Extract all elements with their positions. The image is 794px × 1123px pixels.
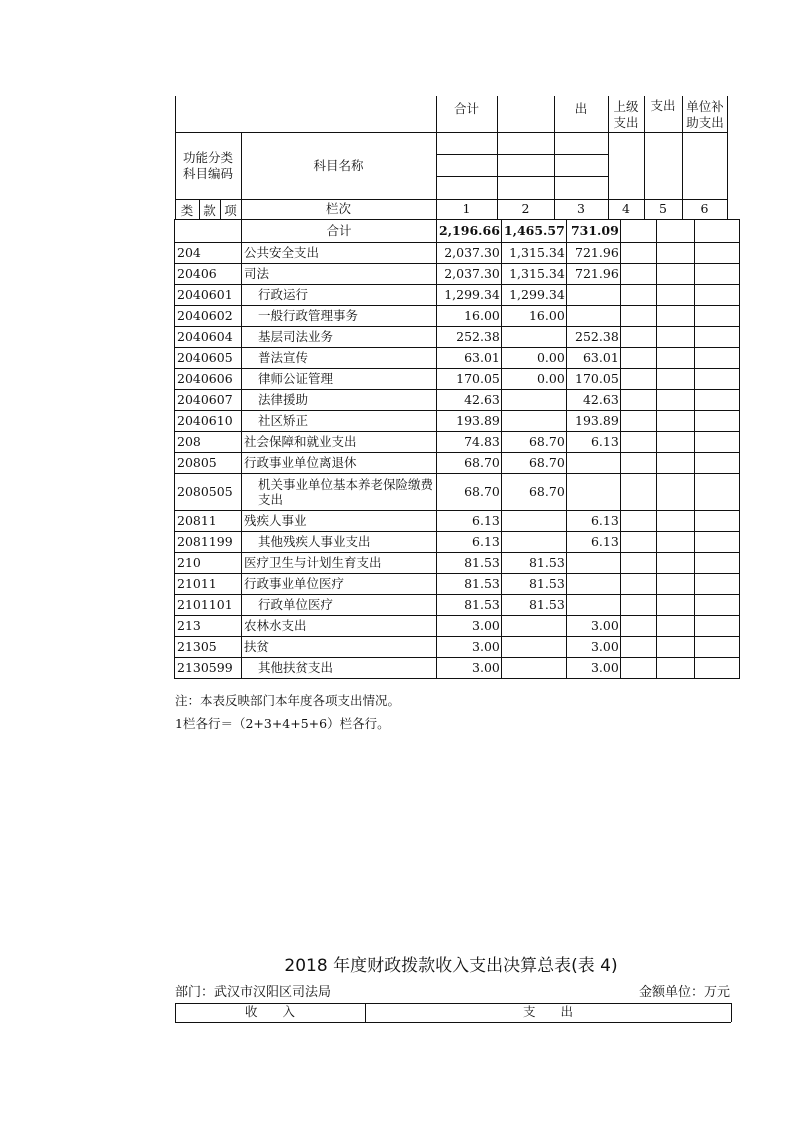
row-c3: 6.13 xyxy=(566,532,620,553)
total-c4 xyxy=(620,220,656,243)
col-num-5: 5 xyxy=(659,201,667,216)
row-c4 xyxy=(620,595,656,616)
row-c1: 2,037.30 xyxy=(437,243,502,264)
row-c6 xyxy=(694,532,739,553)
row-code: 2040607 xyxy=(175,390,242,411)
row-name: 农林水支出 xyxy=(242,616,437,637)
row-c1: 3.00 xyxy=(437,658,502,679)
row-code: 2040601 xyxy=(175,285,242,306)
row-c2 xyxy=(501,327,566,348)
row-c2: 1,315.34 xyxy=(501,243,566,264)
row-c1: 42.63 xyxy=(437,390,502,411)
row-c4 xyxy=(620,306,656,327)
row-c1: 170.05 xyxy=(437,369,502,390)
header-sub: 单位补助支出 xyxy=(686,99,724,130)
row-c5 xyxy=(656,658,694,679)
row-c5 xyxy=(656,348,694,369)
header-pay: 支出 xyxy=(650,98,676,113)
table-row xyxy=(175,348,740,369)
row-c5 xyxy=(656,532,694,553)
table-row xyxy=(175,616,740,637)
row-code: 2101101 xyxy=(175,595,242,616)
row-name: 社区矫正 xyxy=(242,411,437,432)
row-code: 20406 xyxy=(175,264,242,285)
row-c4 xyxy=(620,553,656,574)
row-c6 xyxy=(694,243,739,264)
col-num-3: 3 xyxy=(577,201,585,216)
expense-table xyxy=(174,219,740,679)
row-c3: 3.00 xyxy=(566,658,620,679)
row-c4 xyxy=(620,616,656,637)
total-code-cell xyxy=(175,220,242,243)
table-row xyxy=(175,306,740,327)
row-c2: 81.53 xyxy=(501,553,566,574)
row-c1: 1,299.34 xyxy=(437,285,502,306)
row-name: 基层司法业务 xyxy=(242,327,437,348)
total-c5 xyxy=(656,220,694,243)
row-name: 律师公证管理 xyxy=(242,369,437,390)
row-c2 xyxy=(501,390,566,411)
row-c2: 1,315.34 xyxy=(501,264,566,285)
row-c6 xyxy=(694,658,739,679)
row-name: 行政事业单位医疗 xyxy=(242,574,437,595)
row-c5 xyxy=(656,637,694,658)
header-func-code: 功能分类科目编码 xyxy=(182,150,233,181)
header-total: 合计 xyxy=(453,101,479,116)
row-c6 xyxy=(694,264,739,285)
table-row xyxy=(175,243,740,264)
row-name: 行政运行 xyxy=(242,285,437,306)
row-c6 xyxy=(694,595,739,616)
row-c2: 0.00 xyxy=(501,348,566,369)
row-c6 xyxy=(694,411,739,432)
row-name: 机关事业单位基本养老保险缴费支出 xyxy=(242,474,437,511)
row-c6 xyxy=(694,474,739,511)
row-name: 公共安全支出 xyxy=(242,243,437,264)
row-c6 xyxy=(694,553,739,574)
row-name: 其他残疾人事业支出 xyxy=(242,532,437,553)
row-c3: 6.13 xyxy=(566,432,620,453)
row-c2 xyxy=(501,411,566,432)
row-c6 xyxy=(694,432,739,453)
row-code: 213 xyxy=(175,616,242,637)
row-c4 xyxy=(620,637,656,658)
unit-label: 金额单位：万元 xyxy=(638,985,730,1000)
table-row xyxy=(175,574,740,595)
row-c3: 252.38 xyxy=(566,327,620,348)
next-table-title: 2018 年度财政拨款收入支出决算总表(表 4) xyxy=(284,956,618,976)
row-c6 xyxy=(694,616,739,637)
row-code: 2080505 xyxy=(175,474,242,511)
row-c4 xyxy=(620,474,656,511)
row-c4 xyxy=(620,453,656,474)
row-c3 xyxy=(566,595,620,616)
header-lanci: 栏次 xyxy=(325,201,351,216)
row-c4 xyxy=(620,285,656,306)
row-name: 司法 xyxy=(242,264,437,285)
row-c6 xyxy=(694,574,739,595)
row-c4 xyxy=(620,243,656,264)
row-code: 2040610 xyxy=(175,411,242,432)
row-name: 行政单位医疗 xyxy=(242,595,437,616)
row-c5 xyxy=(656,595,694,616)
note-1: 注：本表反映部门本年度各项支出情况。 xyxy=(175,693,401,708)
row-c5 xyxy=(656,411,694,432)
row-c1: 16.00 xyxy=(437,306,502,327)
row-c1: 81.53 xyxy=(437,553,502,574)
row-c2: 81.53 xyxy=(501,595,566,616)
row-c2 xyxy=(501,532,566,553)
row-c2: 0.00 xyxy=(501,369,566,390)
row-c1: 3.00 xyxy=(437,616,502,637)
row-c1: 3.00 xyxy=(437,637,502,658)
row-c1: 68.70 xyxy=(437,474,502,511)
row-c6 xyxy=(694,327,739,348)
row-c6 xyxy=(694,348,739,369)
note-2: 1栏各行＝（2+3+4+5+6）栏各行。 xyxy=(175,716,390,731)
row-c4 xyxy=(620,574,656,595)
row-code: 21305 xyxy=(175,637,242,658)
expense-header: 支 出 xyxy=(522,1004,573,1019)
row-c3 xyxy=(566,553,620,574)
row-c6 xyxy=(694,511,739,532)
total-row xyxy=(175,220,740,243)
table-row xyxy=(175,474,740,511)
row-name: 行政事业单位离退休 xyxy=(242,453,437,474)
row-c4 xyxy=(620,327,656,348)
table-row xyxy=(175,511,740,532)
row-c3: 170.05 xyxy=(566,369,620,390)
row-c5 xyxy=(656,616,694,637)
row-c3: 3.00 xyxy=(566,616,620,637)
table-row xyxy=(175,637,740,658)
row-c3: 721.96 xyxy=(566,264,620,285)
row-c4 xyxy=(620,348,656,369)
dept-label: 部门：武汉市汉阳区司法局 xyxy=(175,985,332,1000)
table-row xyxy=(175,532,740,553)
row-c1: 2,037.30 xyxy=(437,264,502,285)
row-c3: 193.89 xyxy=(566,411,620,432)
table-row xyxy=(175,595,740,616)
header-kuan: 款 xyxy=(203,203,216,218)
row-c3 xyxy=(566,574,620,595)
row-code: 20805 xyxy=(175,453,242,474)
table-row xyxy=(175,553,740,574)
row-c5 xyxy=(656,474,694,511)
row-c5 xyxy=(656,432,694,453)
row-c1: 81.53 xyxy=(437,574,502,595)
row-c6 xyxy=(694,285,739,306)
col-num-6: 6 xyxy=(700,201,709,216)
header-upper: 上级支出 xyxy=(613,99,639,130)
row-code: 21011 xyxy=(175,574,242,595)
row-c4 xyxy=(620,411,656,432)
row-c5 xyxy=(656,369,694,390)
row-c4 xyxy=(620,432,656,453)
table-row xyxy=(175,411,740,432)
row-c4 xyxy=(620,390,656,411)
row-c1: 74.83 xyxy=(437,432,502,453)
row-c4 xyxy=(620,511,656,532)
row-c1: 6.13 xyxy=(437,511,502,532)
row-c5 xyxy=(656,574,694,595)
row-code: 2081199 xyxy=(175,532,242,553)
row-c1: 252.38 xyxy=(437,327,502,348)
row-code: 2040606 xyxy=(175,369,242,390)
row-c2 xyxy=(501,658,566,679)
row-c4 xyxy=(620,532,656,553)
row-c2: 16.00 xyxy=(501,306,566,327)
col-num-2: 2 xyxy=(521,201,530,216)
row-c6 xyxy=(694,369,739,390)
row-c5 xyxy=(656,285,694,306)
income-header: 收 入 xyxy=(244,1004,295,1019)
total-c3: 731.09 xyxy=(566,220,620,243)
row-c3 xyxy=(566,474,620,511)
row-name: 普法宣传 xyxy=(242,348,437,369)
table-row xyxy=(175,658,740,679)
row-code: 2130599 xyxy=(175,658,242,679)
row-c5 xyxy=(656,390,694,411)
row-code: 204 xyxy=(175,243,242,264)
table-row xyxy=(175,390,740,411)
row-c6 xyxy=(694,637,739,658)
row-c1: 193.89 xyxy=(437,411,502,432)
row-c6 xyxy=(694,306,739,327)
col-num-4: 4 xyxy=(622,201,630,216)
row-c5 xyxy=(656,306,694,327)
row-c2 xyxy=(501,511,566,532)
row-name: 其他扶贫支出 xyxy=(242,658,437,679)
row-code: 2040602 xyxy=(175,306,242,327)
row-c3: 63.01 xyxy=(566,348,620,369)
row-c3: 6.13 xyxy=(566,511,620,532)
row-c1: 68.70 xyxy=(437,453,502,474)
row-c1: 81.53 xyxy=(437,595,502,616)
row-name: 社会保障和就业支出 xyxy=(242,432,437,453)
header-out: 出 xyxy=(574,101,588,116)
row-c2: 81.53 xyxy=(501,574,566,595)
row-name: 法律援助 xyxy=(242,390,437,411)
row-code: 210 xyxy=(175,553,242,574)
header-subject-name: 科目名称 xyxy=(313,158,364,173)
row-c3: 721.96 xyxy=(566,243,620,264)
row-c3 xyxy=(566,285,620,306)
row-c1: 6.13 xyxy=(437,532,502,553)
row-c5 xyxy=(656,511,694,532)
table-row xyxy=(175,264,740,285)
row-name: 扶贫 xyxy=(242,637,437,658)
row-c2: 1,299.34 xyxy=(501,285,566,306)
row-code: 20811 xyxy=(175,511,242,532)
table-row xyxy=(175,453,740,474)
row-c4 xyxy=(620,658,656,679)
row-c2: 68.70 xyxy=(501,432,566,453)
table-row xyxy=(175,285,740,306)
row-name: 残疾人事业 xyxy=(242,511,437,532)
total-c1: 2,196.66 xyxy=(437,220,502,243)
row-c3: 42.63 xyxy=(566,390,620,411)
row-c5 xyxy=(656,243,694,264)
row-c2: 68.70 xyxy=(501,453,566,474)
header-lei: 类 xyxy=(180,203,194,218)
table-row xyxy=(175,369,740,390)
row-c6 xyxy=(694,390,739,411)
row-c5 xyxy=(656,553,694,574)
total-c2: 1,465.57 xyxy=(501,220,566,243)
total-c6 xyxy=(694,220,739,243)
row-c2: 68.70 xyxy=(501,474,566,511)
row-code: 2040604 xyxy=(175,327,242,348)
row-c1: 63.01 xyxy=(437,348,502,369)
row-c3 xyxy=(566,306,620,327)
row-code: 208 xyxy=(175,432,242,453)
table-row xyxy=(175,432,740,453)
total-label: 合计 xyxy=(242,220,437,243)
row-c5 xyxy=(656,327,694,348)
row-c2 xyxy=(501,637,566,658)
row-name: 医疗卫生与计划生育支出 xyxy=(242,553,437,574)
row-c4 xyxy=(620,369,656,390)
row-c6 xyxy=(694,453,739,474)
row-c3: 3.00 xyxy=(566,637,620,658)
row-name: 一般行政管理事务 xyxy=(242,306,437,327)
row-c3 xyxy=(566,453,620,474)
row-c4 xyxy=(620,264,656,285)
col-num-1: 1 xyxy=(462,201,471,216)
row-c5 xyxy=(656,453,694,474)
table-row xyxy=(175,327,740,348)
row-c5 xyxy=(656,264,694,285)
row-c2 xyxy=(501,616,566,637)
header-xiang: 项 xyxy=(224,203,237,218)
row-code: 2040605 xyxy=(175,348,242,369)
